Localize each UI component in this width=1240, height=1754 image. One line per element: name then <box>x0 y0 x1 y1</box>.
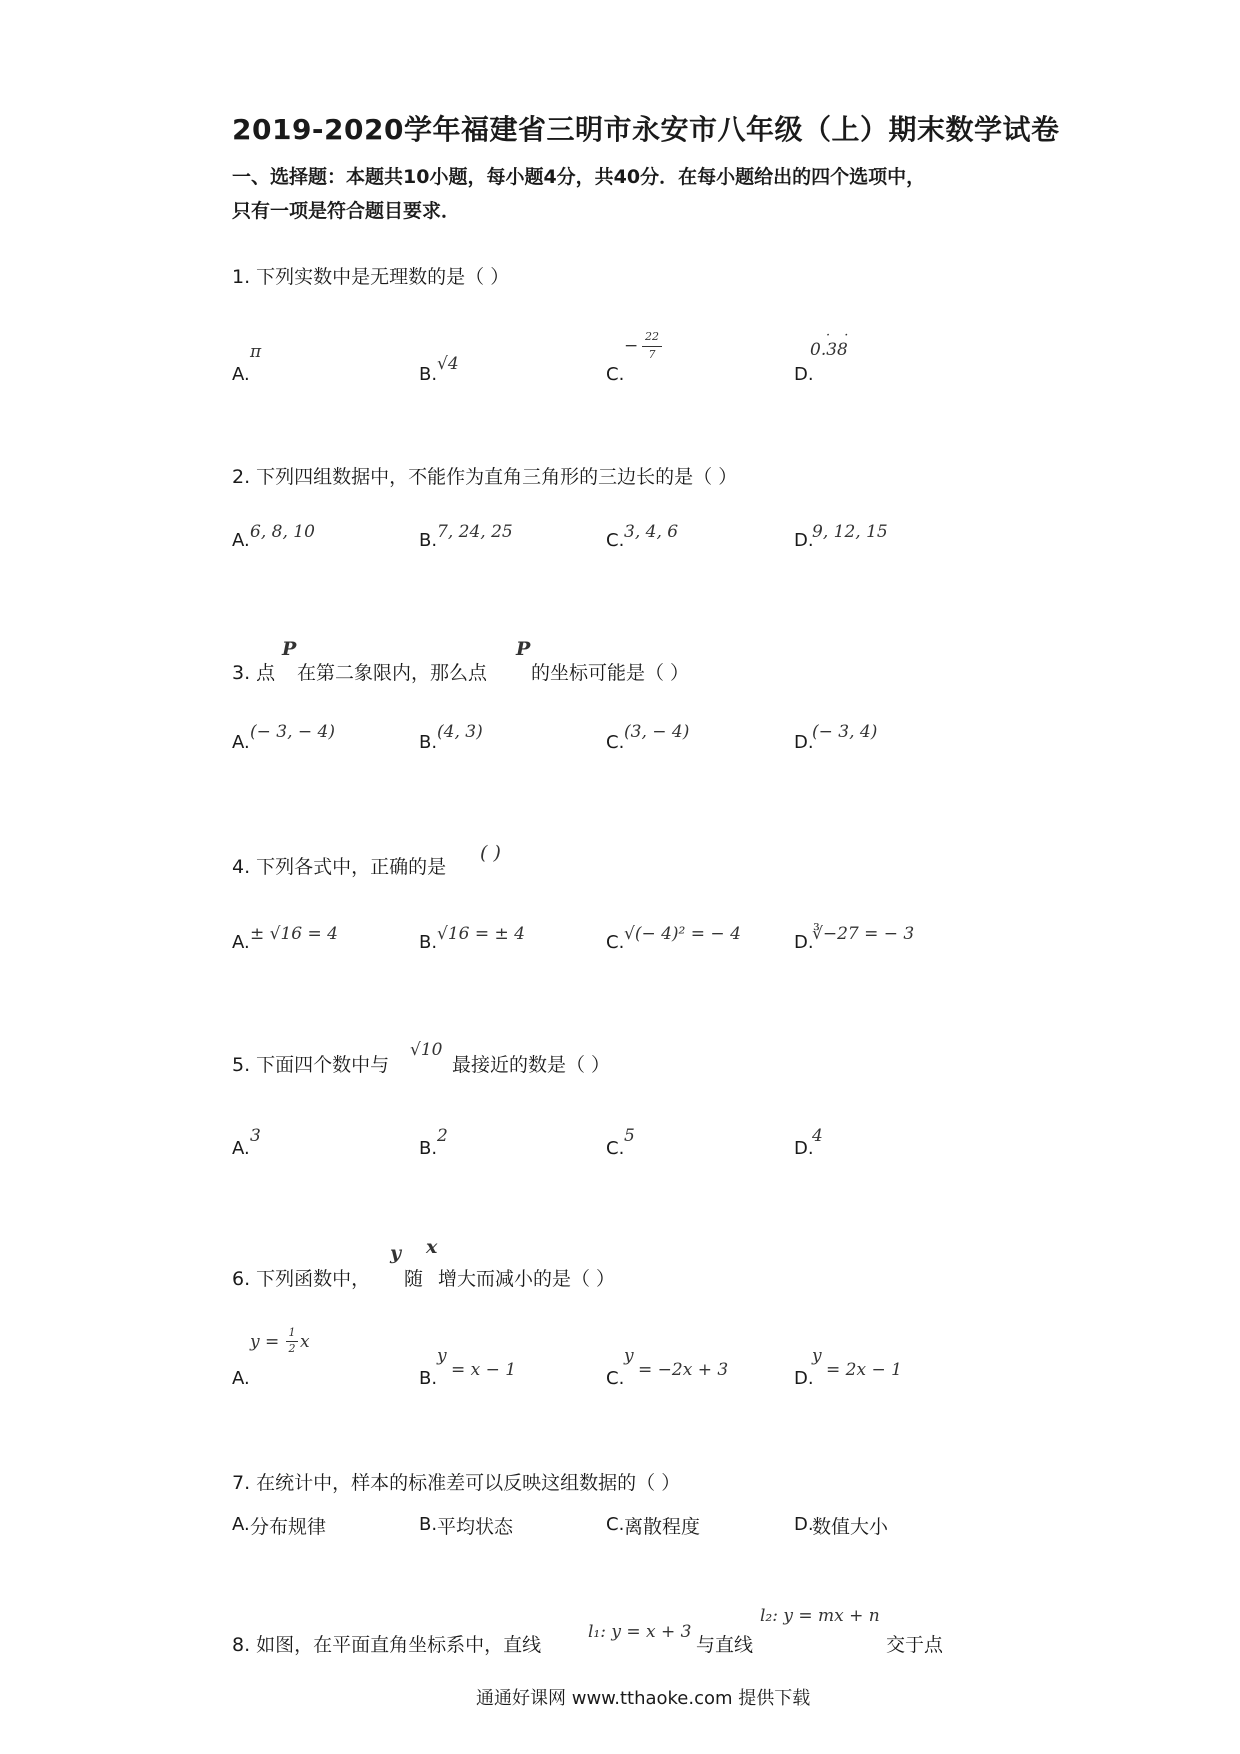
option-b-math: 7, 24, 25 <box>437 522 513 542</box>
option-a-math: 6, 8, 10 <box>250 522 315 542</box>
option-a-math: ± √16 = 4 <box>250 924 338 944</box>
option-c-label: C. <box>606 530 625 551</box>
line-l2-equation: l₂: y = mx + n <box>760 1606 880 1626</box>
option-c-math: (3, − 4) <box>624 722 690 742</box>
option-a-label: A. <box>232 1138 250 1159</box>
option-c-label: C. <box>606 1138 625 1159</box>
option-b-label: B. <box>419 932 438 953</box>
footer-credit: 通通好课网 www.tthaoke.com 提供下载 <box>476 1688 811 1709</box>
question-stem-part-2: 与直线 <box>696 1634 754 1656</box>
option-b-label: B. <box>419 1514 438 1535</box>
option-b-math: √16 = ± 4 <box>437 924 525 944</box>
option-d-var-y: y <box>812 1346 822 1366</box>
option-d-math: 4 <box>812 1126 823 1146</box>
option-c-label: C. <box>606 1514 625 1535</box>
option-a-math-prefix: y = <box>250 1332 280 1352</box>
variable-y: y <box>390 1242 402 1264</box>
question-stem: 7. 在统计中，样本的标准差可以反映这组数据的（ ） <box>232 1472 681 1494</box>
option-c-var-y: y <box>624 1346 634 1366</box>
option-d-label: D. <box>794 1138 814 1159</box>
option-c-label: C. <box>606 732 625 753</box>
option-d-math: = 2x − 1 <box>826 1360 902 1380</box>
option-d-math: (− 3, 4) <box>812 722 878 742</box>
option-a-math-suffix: x <box>300 1332 310 1352</box>
option-d-label: D. <box>794 932 814 953</box>
question-stem-part-1: 5. 下面四个数中与 <box>232 1054 390 1076</box>
option-c-math: 5 <box>624 1126 635 1146</box>
option-c-math: 3, 4, 6 <box>624 522 679 542</box>
option-d-label: D. <box>794 364 814 385</box>
option-d-label: D. <box>794 530 814 551</box>
option-c-label: C. <box>606 364 625 385</box>
option-d-label: D. <box>794 1514 814 1535</box>
option-a-label: A. <box>232 932 250 953</box>
option-b-label: B. <box>419 1138 438 1159</box>
option-d-label: D. <box>794 1368 814 1389</box>
option-d-text: 数值大小 <box>812 1516 889 1538</box>
section-heading-line2: 只有一项是符合题目要求． <box>232 200 461 222</box>
option-d-repeating-dots: · · <box>826 328 854 343</box>
line-l1-equation: l₁: y = x + 3 <box>588 1622 692 1642</box>
sqrt-ten: √10 <box>410 1040 443 1060</box>
option-a-label: A. <box>232 732 250 753</box>
option-b-math: = x − 1 <box>451 1360 517 1380</box>
option-b-text: 平均状态 <box>437 1516 514 1538</box>
option-b-label: B. <box>419 1368 438 1389</box>
option-c-math: = −2x + 3 <box>638 1360 729 1380</box>
question-stem-part-3: 增大而减小的是（ ） <box>438 1268 616 1290</box>
option-d-math: ∛−27 = − 3 <box>812 924 915 944</box>
question-stem-part-3: 交于点 <box>886 1634 944 1656</box>
question-stem-part-1: 8. 如图，在平面直角坐标系中，直线 <box>232 1634 542 1656</box>
option-b-label: B. <box>419 364 438 385</box>
question-stem-part-2: 在第二象限内，那么点 <box>297 662 488 684</box>
question-stem-part-2: 最接近的数是（ ） <box>452 1054 611 1076</box>
option-c-minus: − <box>624 336 639 356</box>
option-a-label: A. <box>232 364 250 385</box>
option-d-math: 9, 12, 15 <box>812 522 888 542</box>
variable-p: P <box>282 638 297 660</box>
question-stem: 4. 下列各式中，正确的是 <box>232 856 447 878</box>
question-stem-part-1: 3. 点 <box>232 662 276 684</box>
option-a-label: A. <box>232 1368 250 1389</box>
option-a-denominator: 2 <box>288 1342 296 1355</box>
section-heading-line1: 一、选择题：本题共10小题，每小题4分，共40分．在每小题给出的四个选项中， <box>232 166 926 188</box>
question-stem: 2. 下列四组数据中，不能作为直角三角形的三边长的是（ ） <box>232 466 738 488</box>
option-a-label: A. <box>232 1514 250 1535</box>
option-a-label: A. <box>232 530 250 551</box>
option-c-fraction-bar <box>642 346 662 347</box>
question-stem: 1. 下列实数中是无理数的是（ ） <box>232 266 510 288</box>
option-c-math: √(− 4)² = − 4 <box>624 924 741 944</box>
option-c-text: 离散程度 <box>624 1516 701 1538</box>
option-c-numerator: 22 <box>645 330 659 343</box>
option-a-math: 3 <box>250 1126 261 1146</box>
option-a-math: (− 3, − 4) <box>250 722 335 742</box>
option-a-numerator: 1 <box>288 1326 296 1339</box>
option-b-math: √4 <box>437 354 459 374</box>
question-stem-part-1: 6. 下列函数中， <box>232 1268 371 1290</box>
variable-x: x <box>426 1236 438 1258</box>
answer-parentheses: ( ) <box>480 842 501 864</box>
option-b-label: B. <box>419 732 438 753</box>
option-c-denominator: 7 <box>648 348 656 361</box>
option-b-math: (4, 3) <box>437 722 483 742</box>
option-c-label: C. <box>606 1368 625 1389</box>
option-d-label: D. <box>794 732 814 753</box>
question-stem-part-3: 的坐标可能是（ ） <box>531 662 690 684</box>
option-c-label: C. <box>606 932 625 953</box>
option-a-math: π <box>250 342 262 362</box>
question-stem-part-2: 随 <box>404 1268 424 1290</box>
option-b-math: 2 <box>437 1126 448 1146</box>
option-b-label: B. <box>419 530 438 551</box>
variable-p: P <box>516 638 531 660</box>
option-a-text: 分布规律 <box>250 1516 327 1538</box>
option-b-var-y: y <box>437 1346 447 1366</box>
page-title: 2019-2020学年福建省三明市永安市八年级（上）期末数学试卷 <box>232 113 1060 146</box>
option-d-math: 0.38 <box>810 340 848 360</box>
